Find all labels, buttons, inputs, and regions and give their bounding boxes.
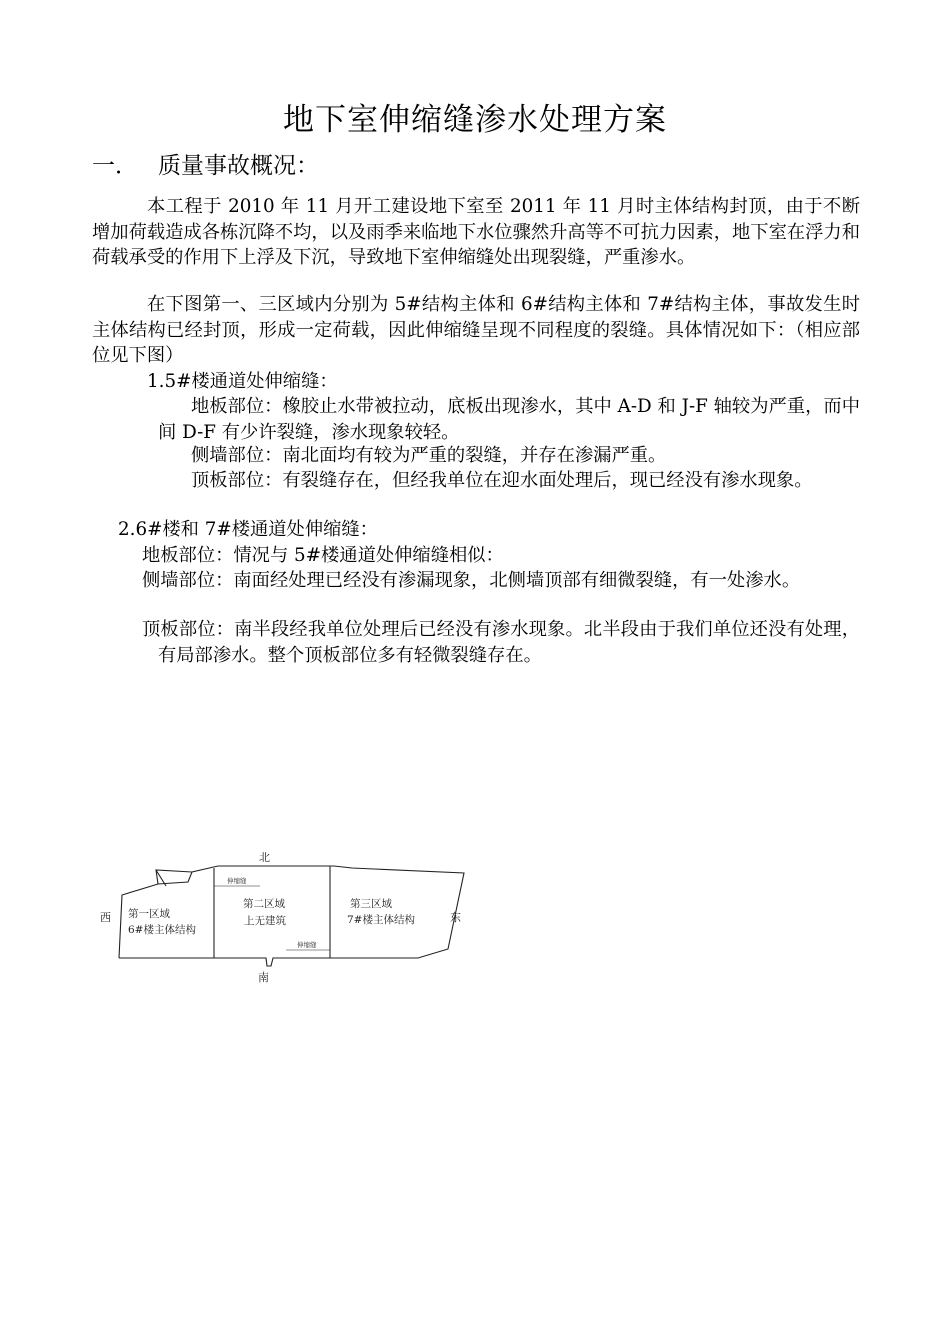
zone1-building: 6#楼主体结构 — [128, 924, 196, 936]
label-north: 北 — [259, 851, 270, 864]
site-plan-diagram — [96, 846, 476, 990]
document-title: 地下室伸缩缝渗水处理方案 — [283, 102, 667, 138]
zone2-note: 上无建筑 — [244, 915, 286, 927]
item2-wall: 侧墙部位：南面经处理已经没有渗漏现象，北侧墙顶部有细微裂缝，有一处渗水。 — [142, 570, 801, 591]
item2-heading: 2.6#楼和 7#楼通道处伸缩缝： — [118, 519, 378, 540]
section-heading — [92, 150, 319, 182]
item1-roof: 顶板部位：有裂缝存在，但经我单位在迎水面处理后，现已经没有渗水现象。 — [191, 470, 813, 491]
label-joint-top: 伸缩缝 — [227, 877, 247, 885]
item1-heading: 1.5#楼通道处伸缩缝： — [147, 371, 338, 392]
zone1-name: 第一区域 — [128, 908, 170, 920]
section-heading-text: 质量事故概况： — [158, 153, 319, 179]
item2-floor: 地板部位：情况与 5#楼通道处伸缩缝相似： — [142, 545, 504, 566]
label-east: 东 — [450, 911, 461, 924]
paragraph-zones: 在下图第一、三区域内分别为 5#结构主体和 6#结构主体和 7#结构主体，事故发生时主体结构已经封顶，形成一定荷载，因此伸缩缝呈现不同程度的裂缝。具体情况如下：（相应部位见下图） — [92, 294, 860, 367]
item2-roof: 顶板部位：南半段经我单位处理后已经没有渗水现象。北半段由于我们单位还没有处理，有局部渗水。整个顶板部位多有轻微裂缝存在。 — [142, 619, 860, 666]
item1-wall: 侧墙部位：南北面均有较为严重的裂缝，并存在渗漏严重。 — [191, 445, 667, 466]
label-south: 南 — [258, 971, 269, 984]
section-number: 一． — [92, 153, 138, 179]
zone3-building: 7#楼主体结构 — [347, 914, 415, 926]
paragraph-overview: 本工程于 2010 年 11 月开工建设地下室至 2011 年 11 月时主体结构封顶，由于不断增加荷载造成各栋沉降不均，以及雨季来临地下水位骤然升高等不可抗力因素，地下室在浮力和荷载承受的作用下上浮及下沉，导致地下室伸缩缝处出现裂缝，严重渗水。 — [92, 196, 860, 269]
zone2-name: 第二区域 — [243, 898, 285, 910]
label-west: 西 — [100, 911, 111, 924]
label-joint-bottom: 伸缩缝 — [297, 941, 317, 949]
item1-floor: 地板部位：橡胶止水带被拉动，底板出现渗水，其中 A-D 和 J-F 轴较为严重，而中间 D-F 有少许裂缝，渗水现象较轻。 — [158, 396, 860, 443]
zone3-name: 第三区域 — [350, 898, 392, 910]
